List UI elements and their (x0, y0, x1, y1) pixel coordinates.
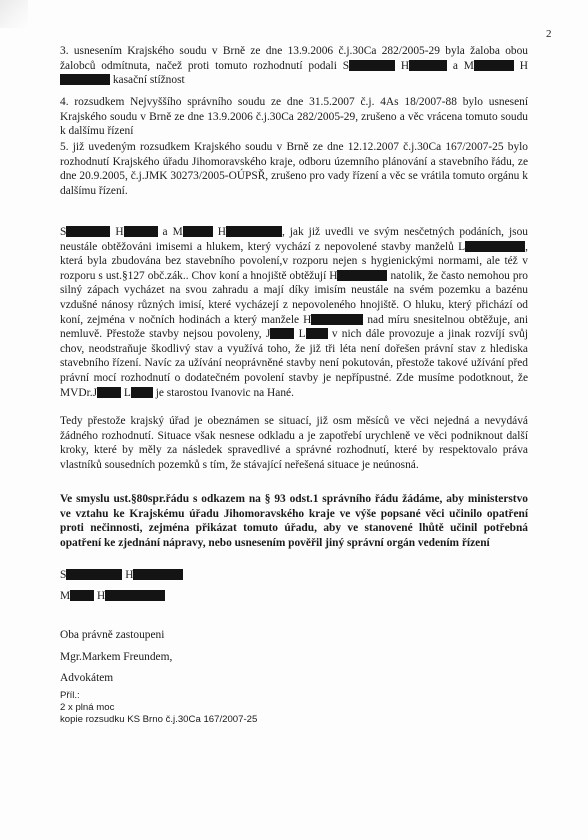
redaction-bar (474, 60, 514, 71)
para1-text-7: natolik, že často nemohou pro silný zápach vycházet na svou zahradu a mají díky imisím neustále na svém pozemku a bazénu vzdušné nánosy různých imisí, které vycházejí z nepovoleného hnojiště. O hluku, který přichází od koní, zejména v nočních hodinách a který manžele H (60, 269, 529, 326)
closing-line-1: Oba právně zastoupeni (60, 629, 165, 641)
page-corner-shadow (0, 0, 28, 28)
para1-text-6: , která byla zbudována bez stavebního povolení,v rozporu nejen s hygienickými normami, ale též v rozporu s ust.§127 obč.zák.. Chov koní a hnojiště obtěžují H (60, 240, 528, 282)
attachments-item-1: 2 x plná moc (60, 702, 115, 713)
paragraph-request (60, 492, 528, 550)
para1-text-9: L (298, 328, 306, 341)
redaction-bar (349, 60, 395, 71)
para1-text-12: je starostou Ivanovic na Hané. (155, 386, 294, 399)
paragraph-item-3 (60, 44, 528, 88)
redaction-bar (270, 328, 294, 339)
para1-text-11: L (123, 386, 131, 399)
redaction-bar (105, 590, 165, 601)
para1-text-5: , jak již uvedli ve svým nesčetných podáních, jsou neustále obtěžováni imisemi a hlukem, který vychází z nepovolené stavby manželů L (60, 226, 528, 253)
signature-line-1 (60, 568, 183, 583)
redaction-bar (124, 226, 158, 237)
redaction-bar (66, 226, 110, 237)
closing-line-2: Mgr.Markem Freundem, (60, 651, 173, 663)
para1-text-3: a M (162, 226, 183, 238)
paragraph-item-4 (60, 95, 528, 139)
item3-text-2: H (400, 59, 410, 72)
redaction-bar (306, 328, 328, 339)
attachments-heading: Příl.: (60, 690, 80, 701)
sig1-initial: S (60, 569, 67, 581)
para1-text-1: S (60, 226, 67, 238)
redaction-bar (337, 270, 387, 281)
para1-text-4: H (217, 226, 226, 238)
redaction-bar (97, 387, 121, 398)
para1-text-10: v nich dále provozuje a jinak rozvíjí svůj chov, neodstraňuje škodlivý stav a využívá toho, že již tři léta není dořešen právní stav z hlediska stavebního řízení. Navíc za užívání neoprávněné stavby není pokutován, přestože takové užívání před právní mocí rozhodnutí o dodatečném povolení stavby je nepřípustné. Zde musíme podotknout, že MVDr.J (60, 328, 528, 399)
para2-text: Tedy přestože krajský úřad je obeznámen se situací, již osm měsíců ve věci nejedná a nevydává žádného rozhodnutí. Situace však nesnese odkladu a je zapotřebí urychleně ve věci podniknout další kroky, které by měly za následek spravedlivé a správné rozhodnutí, které by respektovalo práva vlastníků sousedních pozemků s tím, že stávající neřešená situace je neúnosná. (60, 415, 528, 471)
item3-text-4: H (519, 59, 528, 72)
signature-line-2 (60, 589, 165, 604)
redaction-bar (183, 226, 213, 237)
redaction-bar (311, 314, 363, 325)
item3-text-3: a M (452, 59, 474, 72)
redaction-bar (70, 590, 94, 601)
redaction-bar (465, 241, 525, 252)
item3-text-1: 3. usnesením Krajského soudu v Brně ze dne 13.9.2006 č.j.30Ca 282/2005-29 byla žaloba obou žalobců odmítnuta, načež proti tomuto rozhodnutí podali S (60, 45, 528, 72)
redaction-bar (131, 387, 153, 398)
item5-text: 5. již uvedeným rozsudkem Krajského soudu v Brně ze dne 12.12.2007 č.j.30Ca 167/2007-25 bylo rozhodnutí Krajského úřadu Jihomoravského kraje, odboru územního plánování a stavebního řádu, ze dne 20.9.2005, č.j.JMK 30273/2005-OÚPSŘ, zrušeno pro vady řízení a věc se vrátila tomuto orgánu k dalšímu řízení. (60, 141, 528, 197)
para1-text-2: H (115, 226, 124, 238)
item3-text-5: kasační stížnost (112, 74, 185, 87)
page-number: 2 (546, 28, 552, 40)
paragraph-main (60, 225, 528, 400)
para1-text-8: nad míru snesitelnou obtěžuje, ani nemluvě. Přestože stavby nejsou povoleny, J (60, 313, 528, 341)
redaction-bar (409, 60, 447, 71)
paragraph-item-5 (60, 140, 528, 198)
sig2-initial: M (60, 590, 71, 602)
redaction-bar (226, 226, 282, 237)
redaction-bar (133, 569, 183, 580)
redaction-bar (60, 74, 110, 85)
sig2-surname-initial: H (97, 590, 106, 602)
para3-text: Ve smyslu ust.§80spr.řádu s odkazem na § 93 odst.1 správního řádu žádáme, aby ministerstvo ve vztahu ke Krajskému úřadu Jihomoravského kraje ve výše popsané věci učinilo opatření proti nečinnosti, zejména přikázat tomuto úřadu, aby ve stanovené lhůtě učinil potřebná opatření ke zjednání nápravy, nebo usnesením pověřil jiný správní orgán vedením řízení (60, 493, 528, 549)
item4-text: 4. rozsudkem Nejvyššího správního soudu ze dne 31.5.2007 č.j. 4As 18/2007-88 bylo usnesení Krajského soudu v Brně ze dne 13.9.2006 č.j.30Ca 282/2005-29, zrušeno a věc vrácena tomuto soudu k dalšímu řízení (60, 96, 528, 138)
closing-line-3: Advokátem (60, 672, 114, 684)
paragraph-second (60, 414, 528, 472)
attachments-item-2: kopie rozsudku KS Brno č.j.30Ca 167/2007-25 (60, 714, 258, 725)
redaction-bar (66, 569, 122, 580)
sig1-surname-initial: H (125, 569, 134, 581)
